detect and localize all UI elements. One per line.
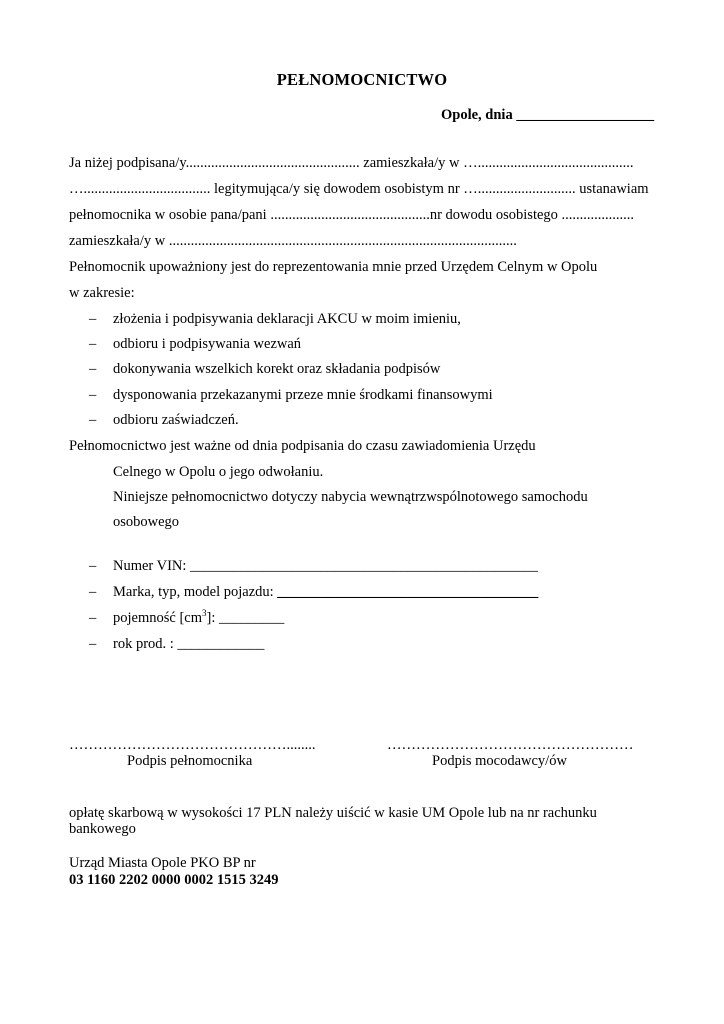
signature-right-dots: …………………………………………… bbox=[387, 737, 634, 753]
dash-bullet: – bbox=[89, 636, 97, 652]
scope-item-text: złożenia i podpisywania deklaracji AKCU w moim imieniu, bbox=[113, 311, 461, 327]
dash-bullet: – bbox=[89, 610, 97, 626]
dash-bullet: – bbox=[89, 584, 97, 600]
capacity-superscript: 3 bbox=[202, 608, 207, 619]
make-label: Marka, typ, model pojazdu: bbox=[113, 584, 278, 600]
bank-account-number: 03 1160 2202 0000 0002 1515 3249 bbox=[69, 872, 279, 888]
capacity-suffix: ]: _________ bbox=[206, 610, 285, 626]
fee-line-1: opłatę skarbową w wysokości 17 PLN należy uiścić w kasie UM Opole lub na nr rachunku bbox=[69, 805, 597, 821]
dash-bullet: – bbox=[89, 336, 97, 352]
place-date-line: Opole, dnia ___________________ bbox=[441, 107, 655, 123]
fee-line-2: bankowego bbox=[69, 821, 136, 837]
scope-intro-line-2: w zakresie: bbox=[69, 285, 135, 301]
scope-item-text: odbioru i podpisywania wezwań bbox=[113, 336, 302, 352]
scope-item-text: odbioru zaświadczeń. bbox=[113, 412, 239, 428]
dash-bullet: – bbox=[89, 412, 97, 428]
intro-line-2: …................................... legitymująca/y się dowodem osobistym nr …........................... ustanawiam bbox=[69, 181, 649, 197]
bank-name: Urząd Miasta Opole PKO BP nr bbox=[69, 855, 256, 871]
dash-bullet: – bbox=[89, 387, 97, 403]
signature-right-label: Podpis mocodawcy/ów bbox=[432, 753, 567, 769]
dash-bullet: – bbox=[89, 361, 97, 377]
make-field bbox=[113, 584, 538, 601]
signature-left-dots: ………………………………………........ bbox=[69, 737, 316, 753]
capacity-field bbox=[113, 610, 284, 627]
year-field: rok prod. : ____________ bbox=[113, 636, 265, 652]
validity-line-3: Niniejsze pełnomocnictwo dotyczy nabycia wewnątrzwspólnotowego samochodu bbox=[113, 489, 588, 505]
intro-line-1: Ja niżej podpisana/y................................................ zamieszkała/y w …........................................... bbox=[69, 155, 634, 171]
document-title: PEŁNOMOCNICTWO bbox=[276, 70, 448, 89]
scope-item-text: dysponowania przekazanymi przeze mnie środkami finansowymi bbox=[113, 387, 493, 403]
make-blank: ____________________________________ bbox=[277, 584, 539, 600]
signature-left-label: Podpis pełnomocnika bbox=[127, 753, 253, 769]
dash-bullet: – bbox=[89, 558, 97, 574]
vin-field: Numer VIN: ________________________________________________ bbox=[113, 558, 539, 574]
scope-item-text: dokonywania wszelkich korekt oraz składania podpisów bbox=[113, 361, 441, 377]
capacity-prefix: pojemność [cm bbox=[113, 610, 202, 626]
scope-intro-line-1: Pełnomocnik upoważniony jest do reprezentowania mnie przed Urzędem Celnym w Opolu bbox=[69, 259, 598, 275]
validity-line-1: Pełnomocnictwo jest ważne od dnia podpisania do czasu zawiadomienia Urzędu bbox=[69, 438, 536, 454]
validity-line-2: Celnego w Opolu o jego odwołaniu. bbox=[113, 464, 324, 480]
validity-line-4: osobowego bbox=[113, 514, 180, 530]
intro-line-4: zamieszkała/y w ................................................................................................ bbox=[69, 233, 517, 249]
intro-line-3: pełnomocnika w osobie pana/pani ............................................nr dowodu osobistego .................... bbox=[69, 207, 635, 223]
dash-bullet: – bbox=[89, 311, 97, 327]
